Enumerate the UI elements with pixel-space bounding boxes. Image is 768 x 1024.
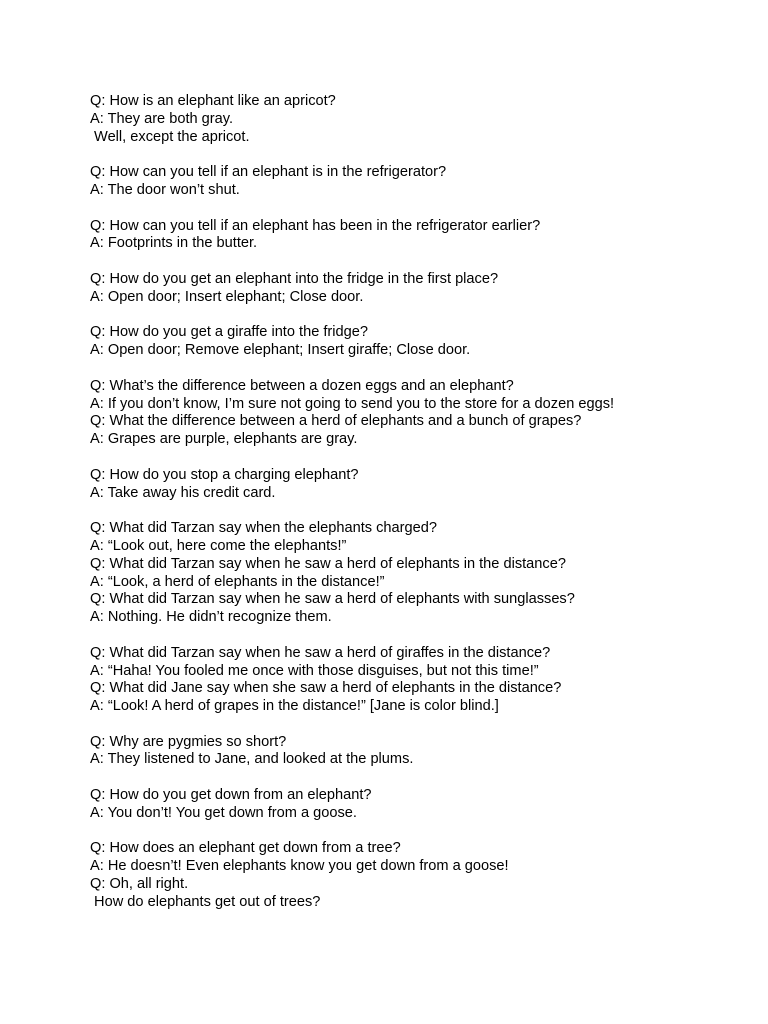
qa-block (90, 93, 750, 146)
question-line: Q: What the difference between a herd of elephants and a bunch of grapes? (90, 413, 582, 430)
answer-line: A: Open door; Remove elephant; Insert giraffe; Close door. (90, 342, 471, 359)
question-line: Q: How does an elephant get down from a tree? (90, 840, 401, 857)
qa-block (90, 467, 750, 503)
answer-line: A: Nothing. He didn’t recognize them. (90, 609, 332, 626)
question-line: Q: How can you tell if an elephant is in the refrigerator? (90, 164, 447, 181)
answer-line: A: Footprints in the butter. (90, 235, 258, 252)
qa-block (90, 378, 750, 449)
qa-block (90, 734, 750, 770)
qa-block (90, 271, 750, 307)
answer-line: A: They listened to Jane, and looked at the plums. (90, 751, 414, 768)
question-line: Q: How do you get an elephant into the fridge in the first place? (90, 270, 499, 287)
question-line: Q: What did Tarzan say when he saw a herd of elephants in the distance? (90, 555, 566, 572)
text-line: Well, except the apricot. (90, 128, 250, 145)
question-line: Q: What did Jane say when she saw a herd of elephants in the distance? (90, 680, 562, 697)
answer-line: A: Take away his credit card. (90, 484, 276, 501)
question-line: Q: Oh, all right. (90, 876, 189, 893)
question-line: Q: How do you stop a charging elephant? (90, 466, 359, 483)
joke-list (90, 93, 750, 929)
answer-line: A: “Haha! You fooled me once with those disguises, but not this time!” (90, 662, 539, 679)
question-line: Q: What did Tarzan say when he saw a herd of giraffes in the distance? (90, 644, 551, 661)
answer-line: A: “Look out, here come the elephants!” (90, 537, 347, 554)
qa-block (90, 218, 750, 254)
qa-block (90, 787, 750, 823)
qa-block (90, 164, 750, 200)
answer-line: A: Open door; Insert elephant; Close door. (90, 288, 364, 305)
question-line: Q: What’s the difference between a dozen eggs and an elephant? (90, 377, 514, 394)
answer-line: A: Grapes are purple, elephants are gray. (90, 431, 358, 448)
question-line: Q: What did Tarzan say when he saw a herd of elephants with sunglasses? (90, 591, 575, 608)
answer-line: A: The door won’t shut. (90, 181, 240, 198)
answer-line: A: He doesn’t! Even elephants know you get down from a goose! (90, 858, 509, 875)
answer-line: A: “Look, a herd of elephants in the distance!” (90, 573, 385, 590)
answer-line: A: “Look! A herd of grapes in the distance!” [Jane is color blind.] (90, 698, 499, 715)
question-line: Q: How can you tell if an elephant has been in the refrigerator earlier? (90, 217, 541, 234)
qa-block (90, 645, 750, 716)
question-line: Q: How do you get a giraffe into the fridge? (90, 324, 368, 341)
qa-block (90, 840, 750, 911)
question-line: Q: What did Tarzan say when the elephants charged? (90, 520, 437, 537)
question-line: Q: Why are pygmies so short? (90, 733, 287, 750)
answer-line: A: They are both gray. (90, 110, 234, 127)
answer-line: A: If you don’t know, I’m sure not going to send you to the store for a dozen eggs! (90, 395, 615, 412)
qa-block (90, 324, 750, 360)
answer-line: A: You don’t! You get down from a goose. (90, 804, 357, 821)
question-line: Q: How is an elephant like an apricot? (90, 93, 336, 109)
text-line: How do elephants get out of trees? (90, 893, 321, 910)
qa-block (90, 520, 750, 627)
question-line: Q: How do you get down from an elephant? (90, 787, 372, 804)
